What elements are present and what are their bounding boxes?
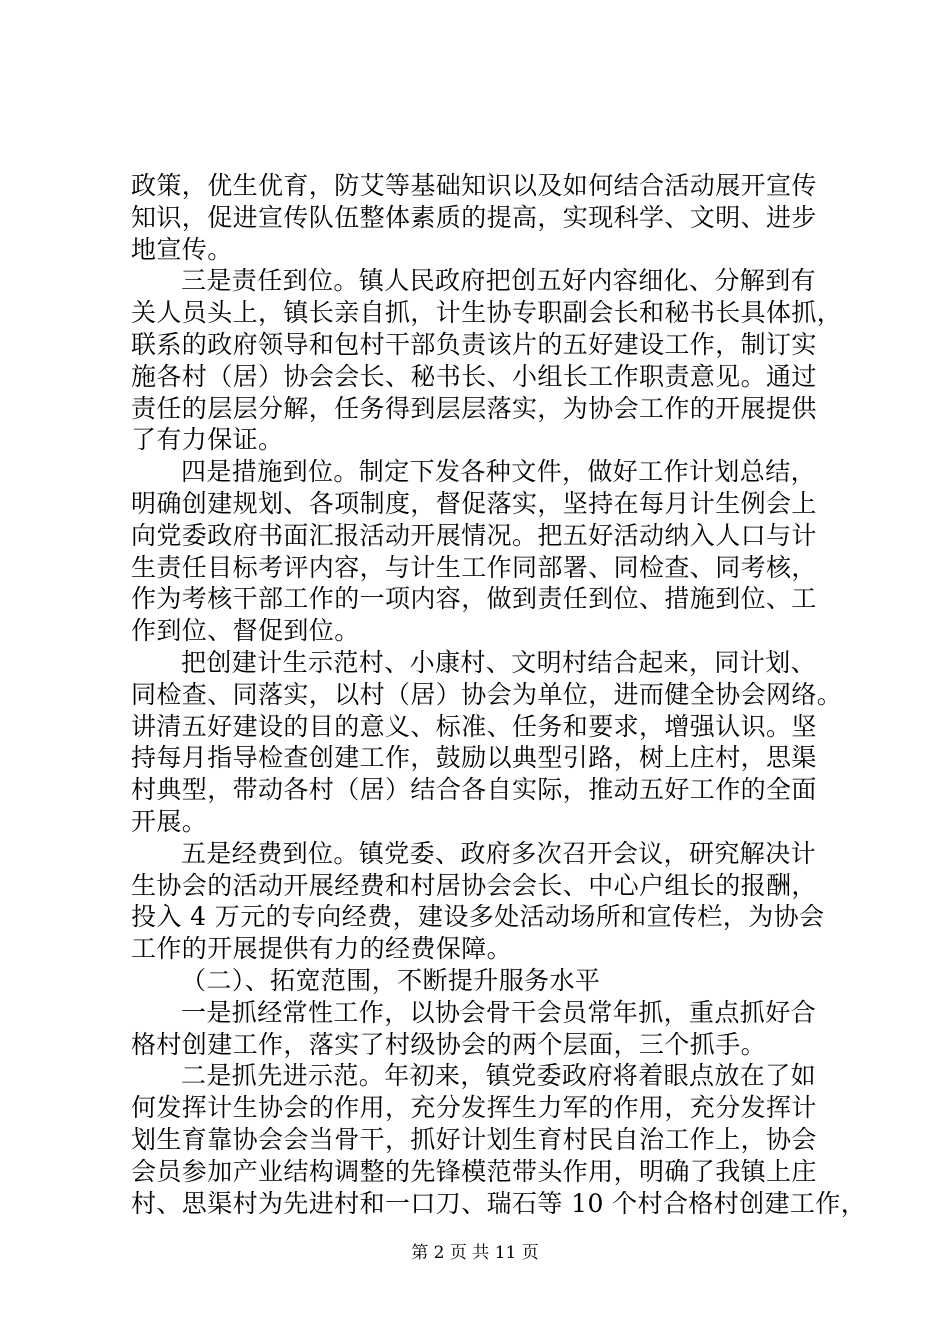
text-line: 了有力保证。: [131, 425, 284, 455]
text-line: 向党委政府书面汇报活动开展情况。把五好活动纳入人口与计: [131, 520, 817, 550]
text-line: 生协会的活动开展经费和村居协会会长、中心户组长的报酬，: [131, 870, 817, 900]
text-line: 划生育靠协会会当骨干，抓好计划生育村民自治工作上，协会: [131, 1124, 817, 1154]
document-body: [131, 170, 867, 1219]
text-line: 把创建计生示范村、小康村、文明村结合起来，同计划、: [181, 647, 817, 677]
text-line: 作到位、督促到位。: [131, 616, 360, 646]
text-line: 责任的层层分解，任务得到层层落实，为协会工作的开展提供: [131, 393, 817, 423]
text-line: 作为考核干部工作的一项内容，做到责任到位、措施到位、工: [131, 584, 817, 614]
text-line: 知识，促进宣传队伍整体素质的提高，实现科学、文明、进步: [131, 202, 817, 232]
text-line: 何发挥计生协会的作用，充分发挥生力军的作用，充分发挥计: [131, 1093, 817, 1123]
text-line: 三是责任到位。镇人民政府把创五好内容细化、分解到有: [181, 266, 817, 296]
text-line: 生责任目标考评内容，与计生工作同部署、同检查、同考核，: [131, 552, 817, 582]
text-line: 一是抓经常性工作，以协会骨干会员常年抓，重点抓好合: [181, 997, 817, 1027]
text-line: 工作的开展提供有力的经费保障。: [131, 934, 513, 964]
text-line: （二）、拓宽范围，不断提升服务水平: [181, 965, 601, 995]
text-line: 政策，优生优育，防艾等基础知识以及如何结合活动展开宣传: [131, 171, 817, 200]
text-line: 讲清五好建设的目的意义、标准、任务和要求，增强认识。坚: [131, 711, 817, 741]
text-line: 明确创建规划、各项制度，督促落实，坚持在每月计生例会上: [131, 488, 817, 518]
text-line: 持每月指导检查创建工作，鼓励以典型引路，树上庄村，思渠: [131, 743, 817, 773]
text-line: 会员参加产业结构调整的先锋模范带头作用，明确了我镇上庄: [131, 1156, 817, 1186]
text-line: 联系的政府领导和包村干部负责该片的五好建设工作，制订实: [131, 329, 817, 359]
text-line: 二是抓先进示范。年初来，镇党委政府将着眼点放在了如: [181, 1061, 817, 1091]
text-line: 格村创建工作，落实了村级协会的两个层面，三个抓手。: [131, 1029, 767, 1059]
text-line: 关人员头上，镇长亲自抓，计生协专职副会长和秘书长具体抓，: [131, 298, 843, 328]
page-footer: 第 2 页 共 11 页: [411, 1243, 539, 1263]
text-line: 投入 4 万元的专向经费，建设多处活动场所和宣传栏，为协会: [131, 902, 825, 932]
text-line: 开展。: [131, 806, 208, 836]
text-line: 四是措施到位。制定下发各种文件，做好工作计划总结，: [181, 457, 817, 487]
text-line: 同检查、同落实，以村（居）协会为单位，进而健全协会网络。: [131, 679, 843, 709]
text-line: 村典型，带动各村（居）结合各自实际，推动五好工作的全面: [131, 775, 817, 805]
text-line: 地宣传。: [131, 234, 233, 264]
text-line: 五是经费到位。镇党委、政府多次召开会议，研究解决计: [181, 838, 817, 868]
text-line: 施各村（居）协会会长、秘书长、小组长工作职责意见。通过: [131, 361, 817, 391]
text-line: 村、思渠村为先进村和一口刀、瑞石等 10 个村合格村创建工作，: [131, 1188, 867, 1218]
